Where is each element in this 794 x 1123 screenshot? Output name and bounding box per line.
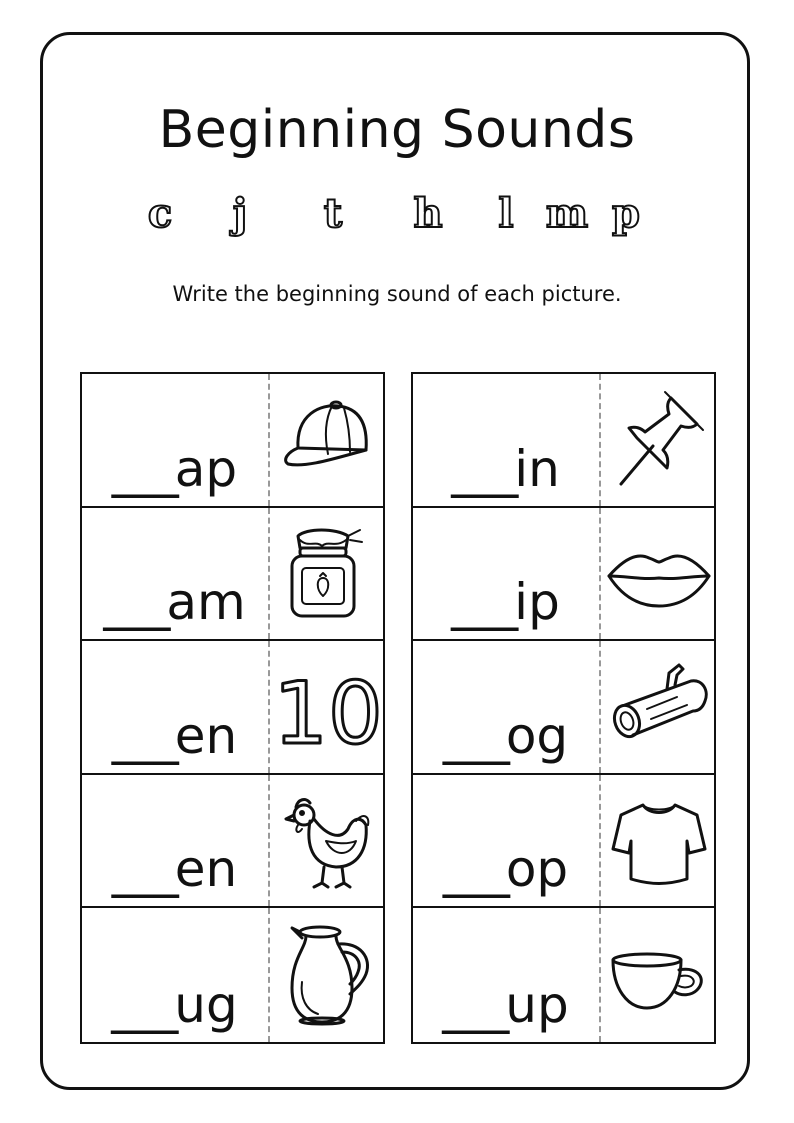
word-card	[413, 508, 714, 642]
word-prompt	[82, 439, 267, 498]
dashed-divider	[599, 374, 601, 506]
dashed-divider	[599, 775, 601, 907]
word-prompt	[413, 975, 598, 1034]
ten-icon	[276, 651, 380, 763]
letter-bank-item: h	[413, 190, 443, 237]
dashed-divider	[599, 508, 601, 640]
answer-blank[interactable]: ___	[111, 439, 175, 498]
dashed-divider	[268, 508, 270, 640]
dashed-divider	[268, 374, 270, 506]
word-card	[413, 775, 714, 909]
answer-blank[interactable]: ___	[442, 840, 506, 899]
dashed-divider	[268, 641, 270, 773]
jug-icon	[276, 918, 380, 1030]
word-ending: ap	[174, 439, 238, 498]
word-prompt	[413, 706, 598, 765]
word-card	[413, 641, 714, 775]
letter-bank	[0, 190, 794, 260]
word-prompt	[82, 706, 267, 765]
page-title: Beginning Sounds	[158, 100, 636, 160]
answer-blank[interactable]: ___	[451, 573, 515, 632]
word-ending: og	[505, 706, 569, 765]
word-ending: ip	[514, 573, 560, 632]
answer-blank[interactable]: ___	[442, 706, 506, 765]
word-prompt	[82, 573, 267, 632]
word-card	[82, 641, 383, 775]
letter-bank-item: t	[323, 190, 343, 237]
word-ending: am	[166, 573, 246, 632]
answer-blank[interactable]: ___	[111, 975, 175, 1034]
lip-icon	[607, 518, 711, 630]
word-prompt	[413, 840, 598, 899]
dashed-divider	[599, 908, 601, 1042]
word-card	[413, 374, 714, 508]
instruction-text: Write the beginning sound of each picture.	[172, 282, 622, 306]
answer-blank[interactable]: ___	[451, 439, 515, 498]
answer-blank[interactable]: ___	[442, 975, 506, 1034]
letter-bank-item: j	[232, 190, 248, 237]
answer-blank[interactable]: ___	[103, 573, 167, 632]
word-ending: in	[514, 439, 560, 498]
word-prompt	[82, 840, 267, 899]
dashed-divider	[268, 775, 270, 907]
letter-bank-item: m	[545, 190, 589, 237]
dashed-divider	[599, 641, 601, 773]
word-prompt	[413, 573, 598, 632]
word-card	[82, 508, 383, 642]
jam-icon	[276, 518, 380, 630]
word-ending: en	[174, 706, 238, 765]
top-icon	[607, 785, 711, 897]
word-ending: en	[174, 840, 238, 899]
left-word-column	[80, 372, 385, 1044]
answer-blank[interactable]: ___	[111, 706, 175, 765]
word-ending: op	[505, 840, 569, 899]
hen-icon	[276, 785, 380, 897]
right-word-column	[411, 372, 716, 1044]
word-card	[82, 374, 383, 508]
cup-icon	[607, 918, 711, 1030]
word-card	[413, 908, 714, 1042]
word-card	[82, 908, 383, 1042]
dashed-divider	[268, 908, 270, 1042]
word-prompt	[413, 439, 598, 498]
cap-icon	[276, 384, 380, 496]
letter-bank-item: l	[498, 190, 514, 237]
word-card	[82, 775, 383, 909]
answer-blank[interactable]: ___	[111, 840, 175, 899]
letter-bank-item: c	[147, 190, 173, 237]
word-prompt	[82, 975, 267, 1034]
pin-icon	[607, 384, 711, 496]
log-icon	[607, 651, 711, 763]
word-ending: ug	[174, 975, 238, 1034]
ten-number-text: 10	[276, 664, 380, 764]
word-ending: up	[505, 975, 569, 1034]
letter-bank-item: p	[612, 190, 640, 237]
